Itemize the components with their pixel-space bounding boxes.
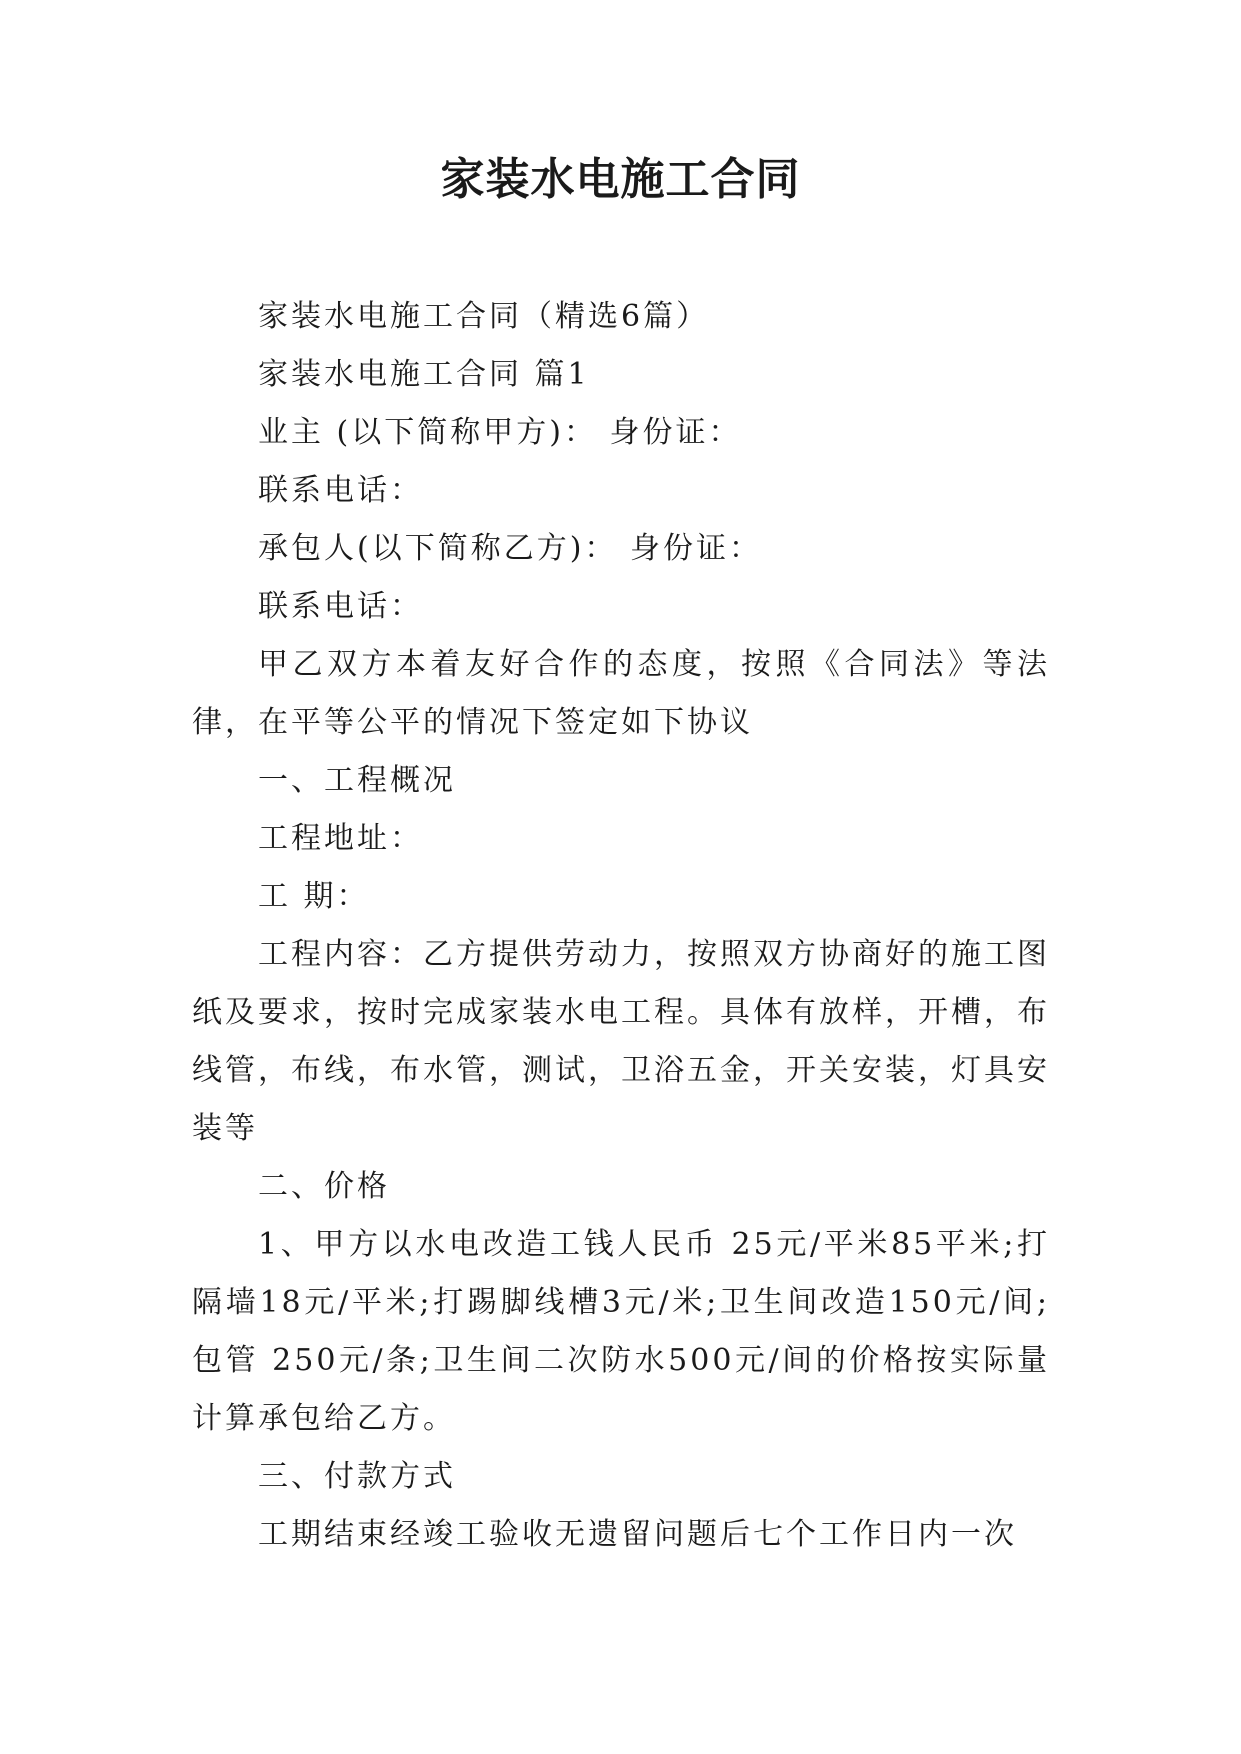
paragraph-party-b: 承包人(以下简称乙方)： 身份证：: [258, 531, 762, 566]
paragraph-price-details: 1、甲方以水电改造工钱人民币 25元/平米85平米;打隔墙18元/平米;打踢脚线槽3元/米;卫生间改造150元/间;包管 250元/条;卫生间二次防水500元/间的价格按实际量计算承包给乙方。: [192, 1227, 1050, 1436]
paragraph-project-address: 工程地址：: [258, 821, 423, 856]
paragraph-subtitle: 家装水电施工合同（精选6篇）: [258, 299, 710, 334]
paragraph-party-a: 业主 (以下简称甲方)： 身份证：: [258, 415, 742, 450]
paragraph-heading-payment: 三、付款方式: [258, 1459, 456, 1494]
document-title: 家装水电施工合同: [440, 154, 801, 205]
paragraph-section-heading: 家装水电施工合同 篇1: [258, 357, 590, 392]
paragraph-heading-price: 二、价格: [258, 1169, 390, 1204]
paragraph-project-duration: 工 期：: [258, 879, 370, 914]
document-body: [192, 288, 1050, 1564]
paragraph-preamble: 甲乙双方本着友好合作的态度，按照《合同法》等法律，在平等公平的情况下签定如下协议: [192, 647, 1050, 740]
paragraph-party-b-phone: 联系电话：: [258, 589, 423, 624]
paragraph-party-a-phone: 联系电话：: [258, 473, 423, 508]
paragraph-payment-terms: 工期结束经竣工验收无遗留问题后七个工作日内一次: [258, 1517, 1017, 1552]
paragraph-heading-overview: 一、工程概况: [258, 763, 456, 798]
paragraph-project-content: 工程内容：乙方提供劳动力，按照双方协商好的施工图纸及要求，按时完成家装水电工程。具体有放样，开槽，布线管，布线，布水管，测试，卫浴五金，开关安装，灯具安装等: [192, 937, 1050, 1146]
